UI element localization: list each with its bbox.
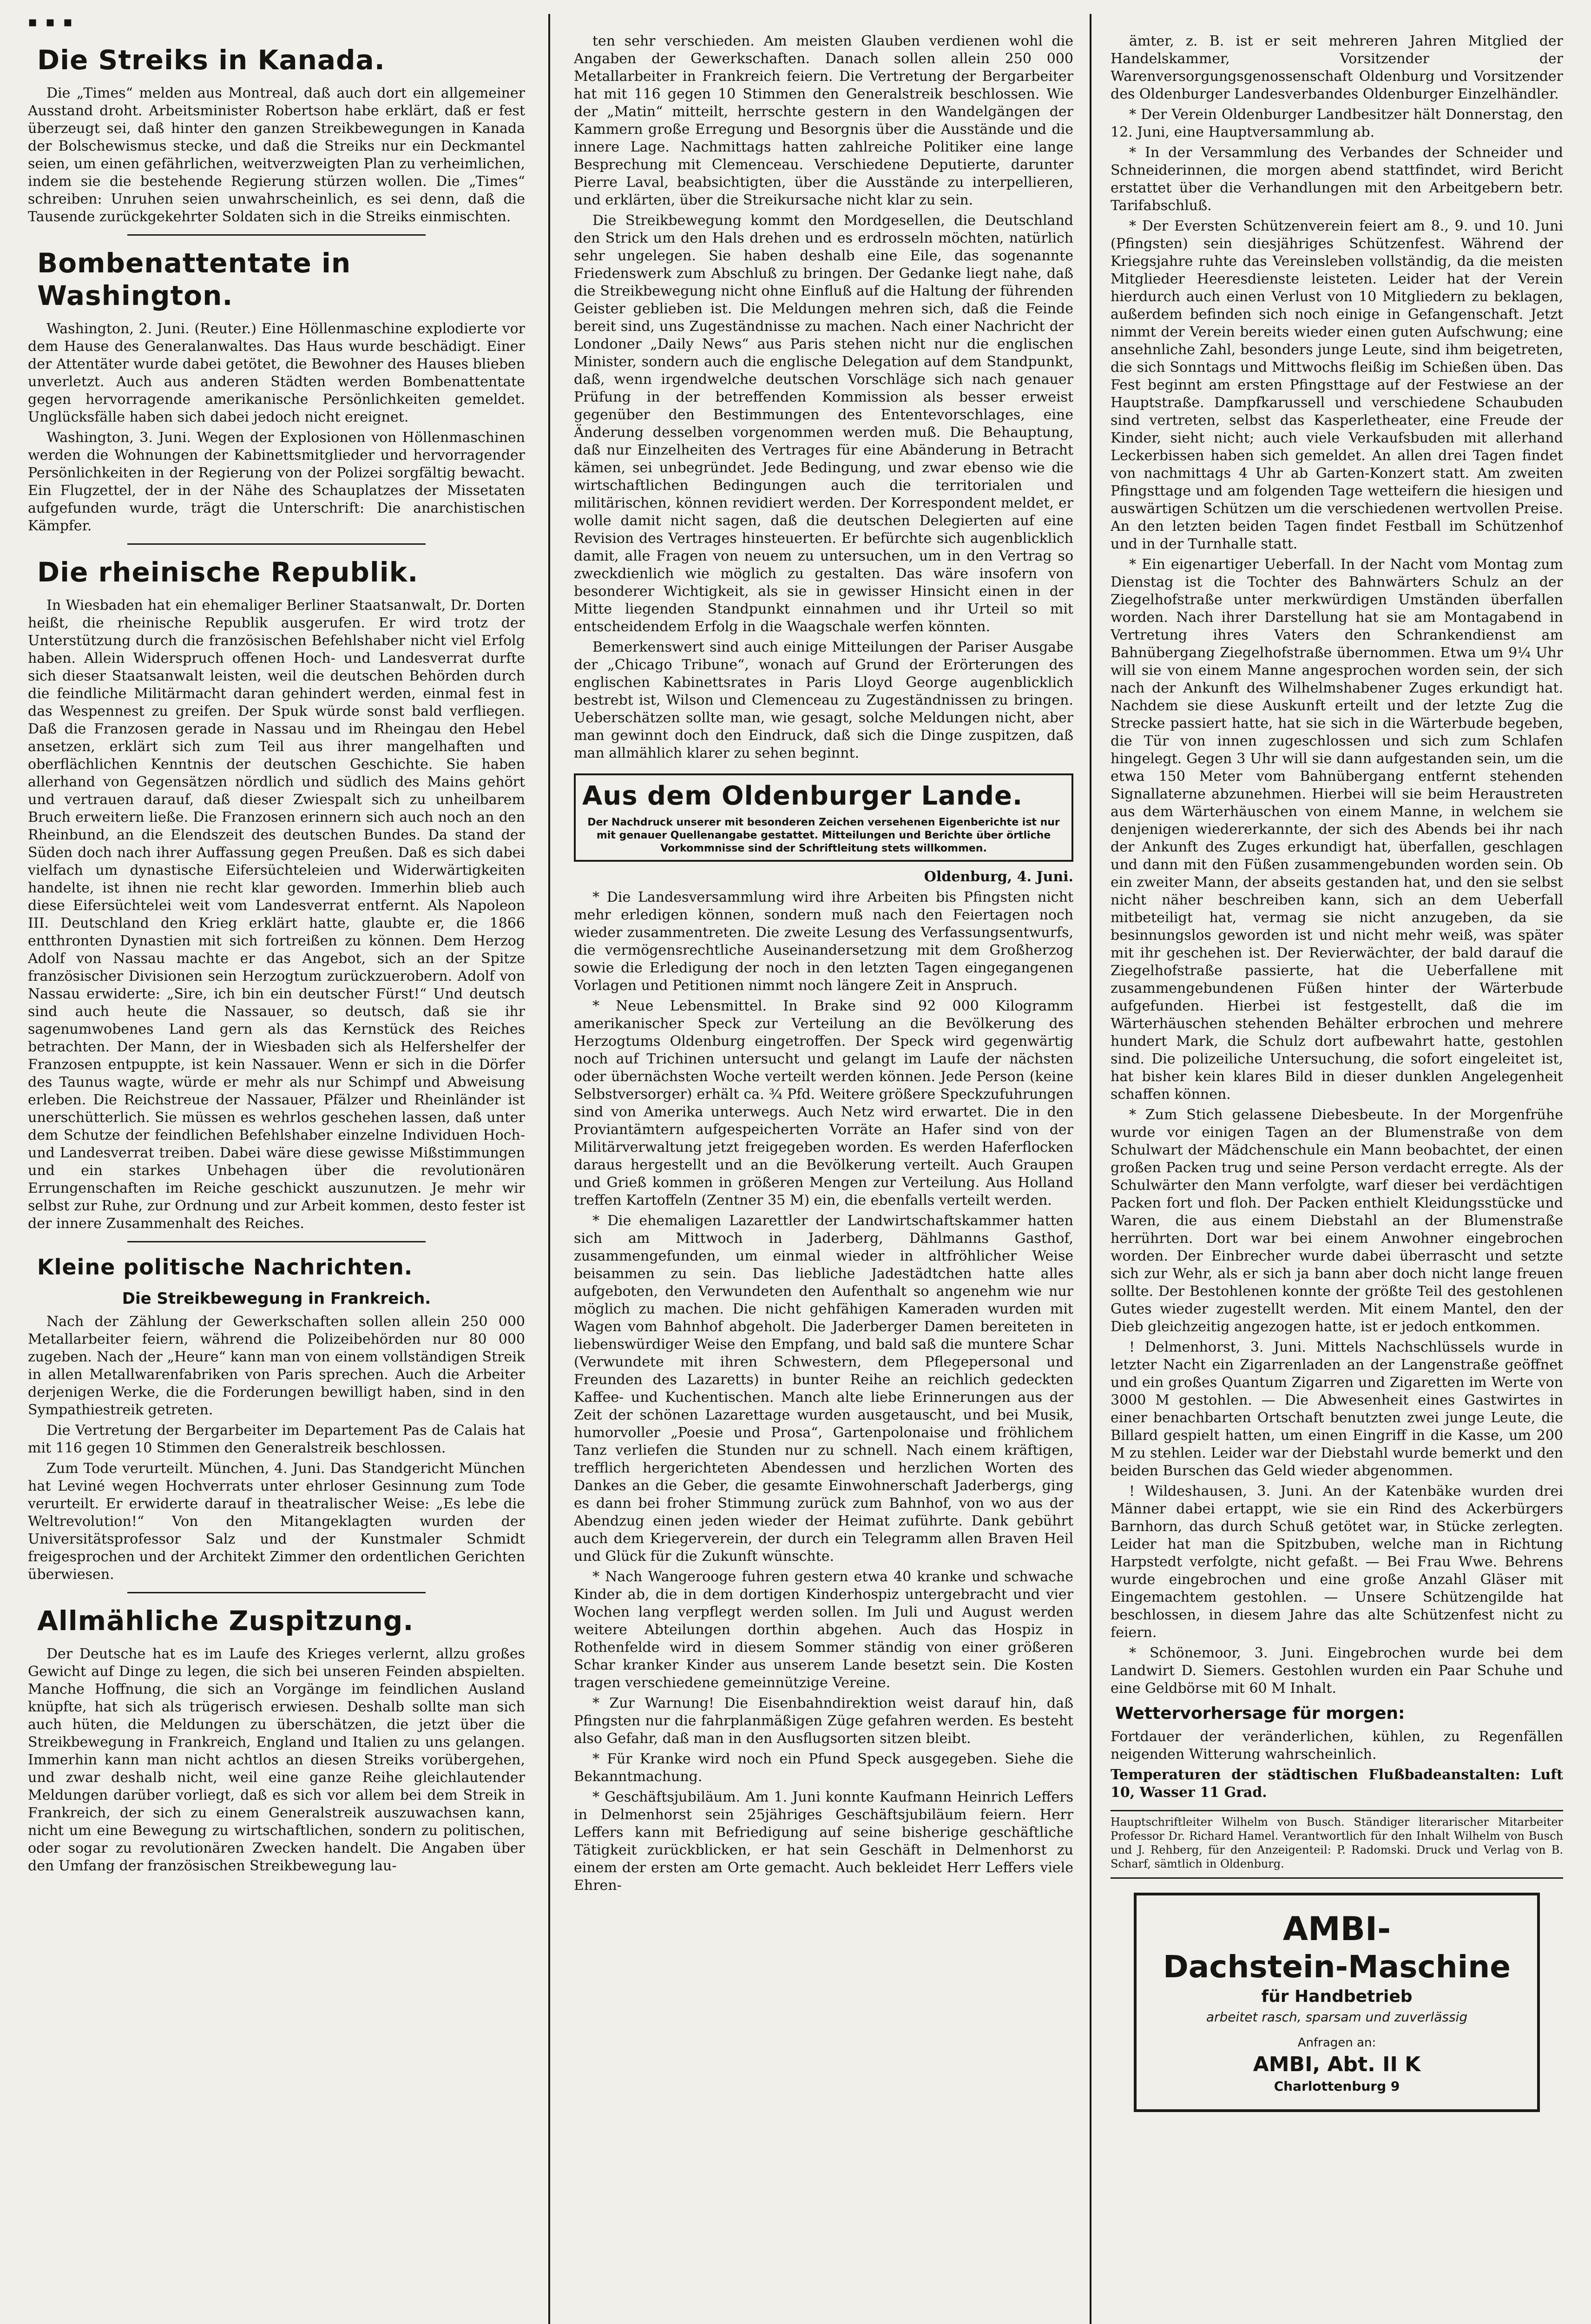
headline-allmaehliche-zuspitzung: Allmähliche Zuspitzung. <box>37 1605 414 1637</box>
separator <box>127 1592 426 1593</box>
weather-temperatures: Temperaturen der städtischen Flußbadeanstalten: Luft 10, Wasser 11 Grad. <box>1111 1767 1563 1801</box>
imprint-credits <box>1111 1810 1563 1879</box>
local-news-12: * Ein eigenartiger Ueberfall. In der Nacht vom Montag zum Dienstag ist die Tochter des Bahnwärters Schulz an der Ziegelhofstraße unter merkwürdigen Umständen überfallen worden. Nach ihrer Darstellung hat sie am Montagabend in Vertretung ihres Vaters den Schrankendienst am Bahnübergang Ziegelhofstraße übernommen. Etwa um 9¼ Uhr will sie von einem Manne angesprochen worden sein, der sich nach der Ankunft des Wilhelmshabener Zuges erkundigt hat. Nachdem sie diese Auskunft erteilt und der letzte Zug die Strecke passiert hatte, hat sie sich in die Wärterbude begeben, die Tür von innen zugeschlossen und sich zum Schlafen hingelegt. Gegen 3 Uhr will sie dann aufgestanden sein, um die etwa 150 Meter vom Bahnübergang entfernt stehenden Signallaterne abzunehmen. Hierbei will sie beim Heraustreten aus dem Wärterhäuschen von einem Manne, in welchem sie denjenigen wiedererkannte, der sich des Abends bei ihr nach der Ankunft des Zuges erkundigt hat, überfallen, geschlagen und dann mit den Füßen zusammengebunden worden sein. Ob ein zweiter Mann, der abseits gestanden hat, und den sie selbst nicht näher beschreiben kann, sich an dem Ueberfall mitbeteiligt hat, vermag sie nicht anzugeben, da sie besinnungslos geworden ist und nicht mehr weiß, was später mit ihr geschehen ist. Der Revierwächter, der bald darauf die Ziegelhofstraße passierte, hat die Ueberfallene mit zusammengebundenen Füßen hinter der Wärterbude aufgefunden. Hierbei ist festgestellt, daß die im Wärterhäuschen stehenden Behälter erbrochen und mehrere hundert Mark, die Schulz dort aufbewahrt hatte, gestohlen sind. Die polizeiliche Untersuchung, die sofort eingeleitet ist, hat bisher kein klares Bild in dieser dunklen Angelegenheit schaffen können. <box>1111 556 1563 1103</box>
ad-brand: AMBI- <box>1282 1910 1391 1948</box>
section-header-oldenburg <box>574 773 1073 862</box>
article-allmaehliche-zuspitzung: Der Deutsche hat es im Laufe des Krieges verlernt, allzu großes Gewicht auf Dinge zu legen, die sich bei unseren Feinden abspielten. Manche Hoffnung, die sich an Vorgänge im feindlichen Ausland knüpfte, hat sich als trügerisch erwiesen. Deshalb sollte man sich auch hüten, die Meldungen zu überschätzen, die jetzt über die Streikbewegung in Frankreich, England und Italien zu uns gelangen. Immerhin kann man nicht achtlos an diesen Streiks vorübergehen, und zwar deshalb nicht, weil eine ganze Reihe gleichlautender Meldungen darüber vorliegt, daß es sich vor allem bei dem Streik in Frankreich, der sich zu einem Generalstreik auszuwachsen kann, nicht um eine Bewegung zu wirtschaftlichen, sondern zu politischen, oder sogar zu revolutionären Zwecken handelt. Die Angaben über den Umfang der französischen Streikbewegung lau- <box>28 1646 525 1874</box>
separator <box>127 543 426 545</box>
local-news-13: * Zum Stich gelassene Diebesbeute. In der Morgenfrühe wurde vor einigen Tagen an der Blumenstraße von dem Schulwart der Mädchenschule ein Mann beobachtet, der einen großen Packen trug und seine Person verdacht erregte. Als der Schulwärter den Mann verfolgte, warf dieser bei verdächtigen Packen fort und floh. Der Packen enthielt Kleidungsstücke und Waren, die aus einem Diebstahl an der Blumenstraße herrührten. Dort war bei einem Anwohner eingebrochen worden. Der Einbrecher wurde dabei überrascht und setzte sich zur Wehr, als er sich ja bann aber doch nicht lange freuen sollte. Der Bestohlenen konnte der größte Teil des gestohlenen Gutes wieder zugestellt werden. Mit einem Mantel, den der Dieb gleichzeitig angezogen hatte, ist er jedoch entkommen. <box>1111 1107 1563 1335</box>
headline-rheinische-republik: Die rheinische Republik. <box>37 556 419 588</box>
local-news-9: * Der Verein Oldenburger Landbesitzer hält Donnerstag, den 12. Juni, eine Hauptversammlung ab. <box>1111 106 1563 140</box>
separator <box>127 1241 426 1242</box>
local-news-6: * Für Kranke wird noch ein Pfund Speck ausgegeben. Siehe die Bekanntmachung. <box>574 1751 1073 1785</box>
headline-streiks-kanada: Die Streiks in Kanada. <box>37 44 385 76</box>
local-news-5: * Zur Warnung! Die Eisenbahndirektion weist darauf hin, daß Pfingsten nur die fahrplanmäßigen Züge gefahren werden. Es besteht also Gefahr, daß man in den Ausflugsorten sitzen bleibt. <box>574 1695 1073 1747</box>
newspaper-page <box>28 14 1563 2324</box>
local-news-1: * Die Landesversammlung wird ihre Arbeiten bis Pfingsten nicht mehr erledigen können, sondern muß nach den Feiertagen noch wieder zusammentreten. Die zweite Lesung des Verfassungsentwurfs, die vermögensrechtliche Auseinandersetzung mit dem Großherzog sowie die Erledigung der noch in den letzten Tagen eingegangenen Vorlagen und Petitionen nimmt noch längere Zeit in Anspruch. <box>574 889 1073 994</box>
column-rule-2 <box>1090 14 1091 2324</box>
article-continuation-2: Die Streikbewegung kommt den Mordgesellen, die Deutschland den Strick um den Hals drehen und es erdrosseln möchten, natürlich sehr ungelegen. Sie haben deshalb eine Eile, das sogenannte Friedenswerk zum Abschluß zu bringen. Der Gedanke liegt nahe, daß die Streikbewegung nicht ohne Einfluß auf die Haltung der führenden Geister geblieben ist. Die Meldungen mehren sich, daß die Feinde bereit sind, uns Zugeständnisse zu machen. Nach einer Nachricht der Londoner „Daily News“ aus Paris stehen nicht nur die englischen Minister, sondern auch die englische Delegation auf dem Standpunkt, daß, wenn irgendwelche deutschen Vorschläge sich nach genauer Prüfung in der betreffenden Kommission als besser erweist gegenüber den Bestimmungen des Ententevorschlages, eine Änderung desselben vorgenommen werden muß. Die Behauptung, daß nur Einzelheiten des Vertrages für eine Abänderung in Betracht kämen, sei unbegründet. Jede Bedingung, und zwar ebenso wie die wirtschaftlichen Bedingungen auch die territorialen und militärischen, können revidiert werden. Der Korrespondent meldet, er wolle damit nicht sagen, daß die deutschen Delegierten auf eine Revision des Vertrages hinsteuerten. Er befürchte sich augenblicklich damit, alle Fragen von neuem zu untersuchen, um in den Vertrag so zweckdienlich wie möglich zu gestalten. Das wäre insofern von besonderer Wichtigkeit, als sie in gewisser Hinsicht einen in der Mitte liegenden Standpunkt einnahmen und ihr Urteil so mit entscheidendem Erfolg in die Waagschale werfen könnten. <box>574 212 1073 635</box>
local-news-16: * Schönemoor, 3. Juni. Eingebrochen wurde bei dem Landwirt D. Siemers. Gestohlen wurden ein Paar Schuhe und eine Geldbörse mit 60 M Inhalt. <box>1111 1645 1563 1697</box>
ad-subtitle: für Handbetrieb <box>1261 1987 1413 2006</box>
imprint-text: Hauptschriftleiter Wilhelm von Busch. Ständiger literarischer Mitarbeiter Professor Dr. Richard Hamel. Verantwortlich für den Inhalt Wilhelm von Busch und J. Rehberg, für den Anzeigenteil: P. Radomski. Druck und Verlag von B. Scharf, sämtlich in Oldenburg. <box>1111 1816 1563 1870</box>
weather-forecast <box>1111 1704 1563 1802</box>
local-news-8: ämter, z. B. ist er seit mehreren Jahren Mitglied der Handelskammer, Vorsitzender der Warenversorgungsgenossenschaft Oldenburg und Vorsitzender des Oldenburger Landesverbandes Oldenburger Einzelhändler. <box>1111 33 1563 102</box>
ad-city: Charlottenburg 9 <box>1274 2079 1400 2094</box>
local-news-7: * Geschäftsjubiläum. Am 1. Juni konnte Kaufmann Heinrich Leffers in Delmenhorst sein 25jähriges Geschäftsjubiläum feiern. Herr Leffers kann mit Befriedigung auf seine bisherige geschäftliche Tätigkeit zurückblicken, er hat sein Geschäft in Delmenhorst zu einem der ersten am Orte gemacht. Auch bekleidet Herr Leffers viele Ehren- <box>574 1789 1073 1894</box>
ad-tagline: arbeitet rasch, sparsam und zuverlässig <box>1206 2009 1468 2025</box>
article-streiks-kanada: Die „Times“ melden aus Montreal, daß auch dort ein allgemeiner Ausstand droht. Arbeitsminister Robertson habe erklärt, daß er fest überzeugt sei, daß hinter den ganzen Streikbewegungen in Kanada der Bolschewismus stecke, und daß die Streiks nur ein Deckmantel seien, um einen gefährlichen, weitverzweigten Plan zu verheimlichen, indem sie die bestehende Regierung stürzen wollen. Die „Times“ schreiben: Unruhen seien unwahrscheinlich, es sei denn, daß die Tausende zurückgekehrter Soldaten sich in die Streiks einmischten. <box>28 85 525 225</box>
headline-bombenattentate: Bombenattentate in Washington. <box>37 247 351 311</box>
masthead-marks: ▪ ▪ ▪ <box>28 14 75 30</box>
headline-kleine-nachrichten: Kleine politische Nachrichten. <box>37 1254 413 1280</box>
column-1 <box>28 33 525 2324</box>
article-continuation-3: Bemerkenswert sind auch einige Mitteilungen der Pariser Ausgabe der „Chicago Tribune“, wonach auf Grund der Erörterungen des englischen Kabinettsrates in Paris Lloyd George augenblicklich bestrebt ist, Wilson und Clemenceau zu Zugeständnissen zu bringen. Ueberschätzen sollte man, wie gesagt, solche Meldungen nicht, aber man gewinnt doch den Eindruck, daß sich die Dinge zuspitzen, daß man allmählich klarer zu sehen beginnt. <box>574 639 1073 761</box>
ad-contact: AMBI, Abt. II K <box>1253 2053 1421 2076</box>
weather-text: Fortdauer der veränderlichen, kühlen, zu Regenfällen neigenden Witterung wahrscheinlich. <box>1111 1729 1563 1763</box>
ad-contact-label: Anfragen an: <box>1297 2036 1376 2050</box>
column-rule-1 <box>548 14 550 2324</box>
article-bomben-2: Washington, 3. Juni. Wegen der Explosionen von Höllenmaschinen werden die Wohnungen der Kabinettsmitglieder und hervorragender Persönlichkeiten in der Regierung von der Polizei sorgfältig bewacht. Ein Flugzettel, der in der Nähe des Schauplatzes der Missetaten aufgefunden wurde, trägt die Unterschrift: Die anarchistischen Kämpfer. <box>28 429 525 534</box>
article-bomben-1: Washington, 2. Juni. (Reuter.) Eine Höllenmaschine explodierte vor dem Hause des Generalanwaltes. Das Haus wurde beschädigt. Einer der Attentäter wurde dabei getötet, die Bewohner des Hauses blieben unverletzt. Auch aus anderen Städten werden Bombenattentate gegen hervorragende amerikanische Persönlichkeiten gemeldet. Unglücksfälle haben sich dabei jedoch nicht ereignet. <box>28 321 525 425</box>
column-3 <box>1111 33 1563 2324</box>
local-news-11: * Der Eversten Schützenverein feiert am 8., 9. und 10. Juni (Pfingsten) sein diesjähriges Schützenfest. Während der Kriegsjahre ruhte das Vereinsleben vollständig, da die meisten Mitglieder Heeresdienste leisteten. Leider hat der Verein hierdurch auch einen Verlust von 10 Mitgliedern zu beklagen, außerdem befinden sich noch einige in Gefangenschaft. Jetzt nimmt der Verein bereits wieder einen guten Aufschwung; eine ansehnliche Zahl, besonders junge Leute, sind ihm beigetreten, die sich Sonntags und Mittwochs fleißig im Schießen üben. Das Fest beginnt am ersten Pfingsttage auf der Festwiese an der Hauptstraße. Dampfkarussell und verschiedene Schaubuden sind vertreten, selbst das Kasperletheater, eine Freude der Kinder, sieht nicht; auch viele Verkaufsbuden mit allerhand Leckerbissen haben sich gemeldet. An allen drei Tagen findet von nachmittags 4 Uhr ab Garten-Konzert statt. Am zweiten Pfingsttage und am folgenden Tage wetteifern die hiesigen und auswärtigen Schützen um die verschiedenen wertvollen Preise. An den letzten beiden Tagen findet Festball im Schützenhof und in der Turnhalle statt. <box>1111 218 1563 552</box>
local-news-4: * Nach Wangerooge fuhren gestern etwa 40 kranke und schwache Kinder ab, die in dem dortigen Kinderhospiz untergebracht und vier Wochen lang verpflegt werden sollen. Im Juli und August werden weitere Abteilungen dorthin abgehen. Auch das Hospiz in Rothenfelde wird in diesem Sommer ständig von einer größeren Schar kranker Kinder aus unserem Lande besetzt sein. Die Kosten tragen verschiedene gemeinnützige Vereine. <box>574 1569 1073 1691</box>
separator <box>127 234 426 236</box>
article-kleine-3: Zum Tode verurteilt. München, 4. Juni. Das Standgericht München hat Leviné wegen Hochverrats unter ehrloser Gesinnung zum Tode verurteilt. Er erwiderte darauf in theatralischer Weise: „Es lebe die Weltrevolution!“ Von den Mitangeklagten wurden der Universitätsprofessor Salz und der Kunstmaler Schmidt freigesprochen und der Architekt Zimmer den ordentlichen Gerichten überwiesen. <box>28 1460 525 1583</box>
weather-title: Wettervorhersage für morgen: <box>1115 1704 1405 1723</box>
local-news-2: * Neue Lebensmittel. In Brake sind 92 000 Kilogramm amerikanischer Speck zur Verteilung an die Bevölkerung des Herzogtums Oldenburg eingetroffen. Der Speck wird gegenwärtig noch auf Trichinen untersucht und gelangt im Laufe der nächsten oder übernächsten Woche verteilt werden können. Jede Person (keine Selbstversorger) erhält ca. ¾ Pfd. Weitere größere Speckzufuhrungen sind von Amerika unterwegs. Auch Netz wird erwartet. Die in den Proviantämtern aufgespeicherten Vorräte an Hafer sind von der Militärverwaltung jetzt freigegeben worden. Es werden Haferflocken daraus hergestellt und an die Bevölkerung verteilt. Auch Graupen und Grieß kommen in größeren Mengen zur Verteilung. Aus Holland treffen Kartoffeln (Zentner 35 M) ein, die ebenfalls verteilt werden. <box>574 998 1073 1208</box>
local-news-3: * Die ehemaligen Lazarettler der Landwirtschaftskammer hatten sich am Mittwoch in Jaderberg, Dählmanns Gasthof, zusammengefunden, um einmal wieder in altfröhlicher Weise beisammen zu sein. Das liebliche Jadestädtchen hatte alles aufgeboten, den Verwundeten den Aufenthalt so angenehm wie nur möglich zu machen. Die nicht gehfähigen Kameraden wurden mit Wagen vom Bahnhof abgeholt. Die Jaderberger Damen bereiteten in liebenswürdiger Weise den Empfang, und bald saß die muntere Schar (Verwundete mit ihren Schwestern, dem Pflegepersonal und Freunden des Lazaretts) in bunter Reihe an reichlich gedeckten Kaffee- und Kuchentischen. Manch alte liebe Erinnerungen aus der Zeit der schönen Lazarettage wurden ausgetauscht, und bei Musik, humorvoller „Poesie und Prosa“, Gartenpolonaise und fröhlichem Tanz verliefen die Stunden nur zu schnell. Nach einem kräftigen, trefflich hergerichteten Abendessen und herzlichen Worten des Dankes an die Geber, die gesamte Einwohnerschaft Jaderbergs, ging es dann bei froher Stimmung zurück zum Bahnhof, von wo aus der Abendzug einen jeden wieder der Heimat zuführte. Dank gebührt auch dem Kriegerverein, der durch ein Telegramm allen Braven Heil und Glück für die Zukunft wünschte. <box>574 1213 1073 1565</box>
local-news-14: ! Delmenhorst, 3. Juni. Mittels Nachschlüssels wurde in letzter Nacht ein Zigarrenladen an der Langenstraße geöffnet und ein großes Quantum Zigarren und Zigaretten im Werte von 3000 M gestohlen. — Die Abwesenheit eines Gastwirtes in einer benachbarten Ortschaft benutzten zwei junge Leute, die Billard gespielt hatten, um einen Eingriff in die Kasse, um 200 M zu stehlen. Leider war der Diebstahl wurde bemerkt und den beiden Burschen das Geld wieder abgenommen. <box>1111 1339 1563 1479</box>
column-2 <box>574 33 1073 2324</box>
article-kleine-1: Nach der Zählung der Gewerkschaften sollen allein 250 000 Metallarbeiter feiern, während die Polizeibehörden nur 80 000 zugeben. Nach der „Heure“ kann man von einem vollständigen Streik in allen Metallwarenfabriken von Paris sprechen. Auch die Arbeiter derjenigen Werke, die die Forderungen bewilligt haben, sind in den Sympathiestreik getreten. <box>28 1314 525 1418</box>
local-news-15: ! Wildeshausen, 3. Juni. An der Katenbäke wurden drei Männer dabei ertappt, wie sie ein Rind des Ackerbürgers Barnhorn, das durch Schuß getötet war, in Stücke zerlegten. Leider hat man die Spitzbuben, welche man in Richtung Harpstedt verfolgte, nicht gefaßt. — Bei Frau Wwe. Behrens wurde eingebrochen und eine große Anzahl Gläser mit Eingemachtem gestohlen. — Unsere Schützengilde hat beschlossen, in diesem Jahre das alte Schützenfest nicht zu feiern. <box>1111 1483 1563 1641</box>
article-kleine-2: Die Vertretung der Bergarbeiter im Departement Pas de Calais hat mit 116 gegen 10 Stimmen den Generalstreik beschlossen. <box>28 1422 525 1456</box>
reprint-note: Der Nachdruck unserer mit besonderen Zeichen versehenen Eigenberichte ist nur mit genauer Quellenangabe gestattet. Mitteilungen und Berichte über örtliche Vorkommnisse sind der Schriftleitung stets willkommen. <box>587 817 1060 854</box>
ad-product: Dachstein-Maschine <box>1163 1949 1511 1985</box>
article-continuation-1: ten sehr verschieden. Am meisten Glauben verdienen wohl die Angaben der Gewerkschaften. Danach sollen allein 250 000 Metallarbeiter in Frankreich feiern. Die Vertretung der Bergarbeiter hat mit 116 gegen 10 Stimmen den Generalstreik beschlossen. Wie der „Matin“ mitteilt, herrschte gestern in den Wandelgängen der Kammern große Erregung und Besorgnis über die Ausstände und die innere Lage. Nachmittags hatten zahlreiche Politiker eine lange Besprechung mit Clemenceau. Verschiedene Deputierte, darunter Pierre Laval, beabsichtigten, über die Ausstände zu interpellieren, und erklärten, über die Streikursache nicht klar zu sein. <box>574 33 1073 208</box>
headline-oldenburger-lande: Aus dem Oldenburger Lande. <box>582 781 1023 811</box>
advertisement-ambi <box>1134 1893 1540 2112</box>
article-rheinische-republik: In Wiesbaden hat ein ehemaliger Berliner Staatsanwalt, Dr. Dorten heißt, die rheinische Republik ausgerufen. Er wird trotz der Unterstützung durch die französischen Befehlshaber nicht viel Erfolg haben. Allein Widerspruch offenen Hoch- und Landesverrat durfte sich dieser Staatsanwalt leisten, weil die deutschen Behörden durch die feindliche Militärmacht daran gehindert werden, einmal fest in das Wespennest zu greifen. Der Spuk würde sonst bald verfliegen. Daß die Franzosen gerade in Nassau und im Rheingau den Hebel ansetzen, erklärt sich zum Teil aus ihrer mangelhaften und oberflächlichen Kenntnis der deutschen Geschichte. Sie haben allerhand von Gegensätzen nördlich und südlich des Mains gehört und vertrauen darauf, daß dieser Zwiespalt sich zu unheilbarem Bruch erweitern ließe. Die Franzosen erinnern sich auch noch an den Rheinbund, an die Elendszeit des deutschen Bundes. Da stand der Süden doch nach ihrer Auffassung gegen Preußen. Daß es sich dabei vielfach um dynastische Eifersüchteleien und Widerwärtigkeiten handelte, ist ihnen nie recht klar geworden. Immerhin blieb auch diese Eifersüchtelei weit vom Landesverrat entfernt. Als Napoleon III. Deutschland den Krieg erklärt hatte, glaubte er, die 1866 entthronten Dynastien mit sich fortreißen zu können. Dem Herzog Adolf von Nassau machte er das Angebot, sich an der Spitze französischer Divisionen sein Herzogtum zurückzuerobern. Adolf von Nassau erwiderte: „Sire, ich bin ein deutscher Fürst!“ Und deutsch sind auch heute die Nassauer, so deutsch, daß sie ihr sagenumwobenes Land gern als das Kernstück des Reiches betrachten. Der Mann, der in Wiesbaden sich als Helfershelfer der Franzosen entpuppte, ist kein Nassauer. Wenn er sich in die Dörfer des Taunus wagte, würde er mehr als nur Schimpf und Abweisung erleben. Die Reichstreue der Nassauer, Pfälzer und Rheinländer ist unerschütterlich. Sie müssen es wehrlos geschehen lassen, daß unter dem Schutze der feindlichen Befehlshaber einzelne Individuen Hoch- und Landesverrat treiben. Dabei wäre diese gewisse Mißstimmungen und ein starkes Unbehagen über die revolutionären Errungenschaften im Reiche geschickt auszunutzen. Je mehr wir selbst zur Ruhe, zur Ordnung und zur Arbeit kommen, desto fester ist der innere Zusammenhalt des Reiches. <box>28 597 525 1232</box>
local-news-10: * In der Versammlung des Verbandes der Schneider und Schneiderinnen, die morgen abend stattfindet, wird Bericht erstattet über die Verhandlungen mit den Arbeitgebern betr. Tarifabschluß. <box>1111 145 1563 214</box>
dateline-oldenburg: Oldenburg, 4. Juni. <box>924 869 1073 885</box>
subhead-streik-frankreich: Die Streikbewegung in Frankreich. <box>122 1289 431 1308</box>
